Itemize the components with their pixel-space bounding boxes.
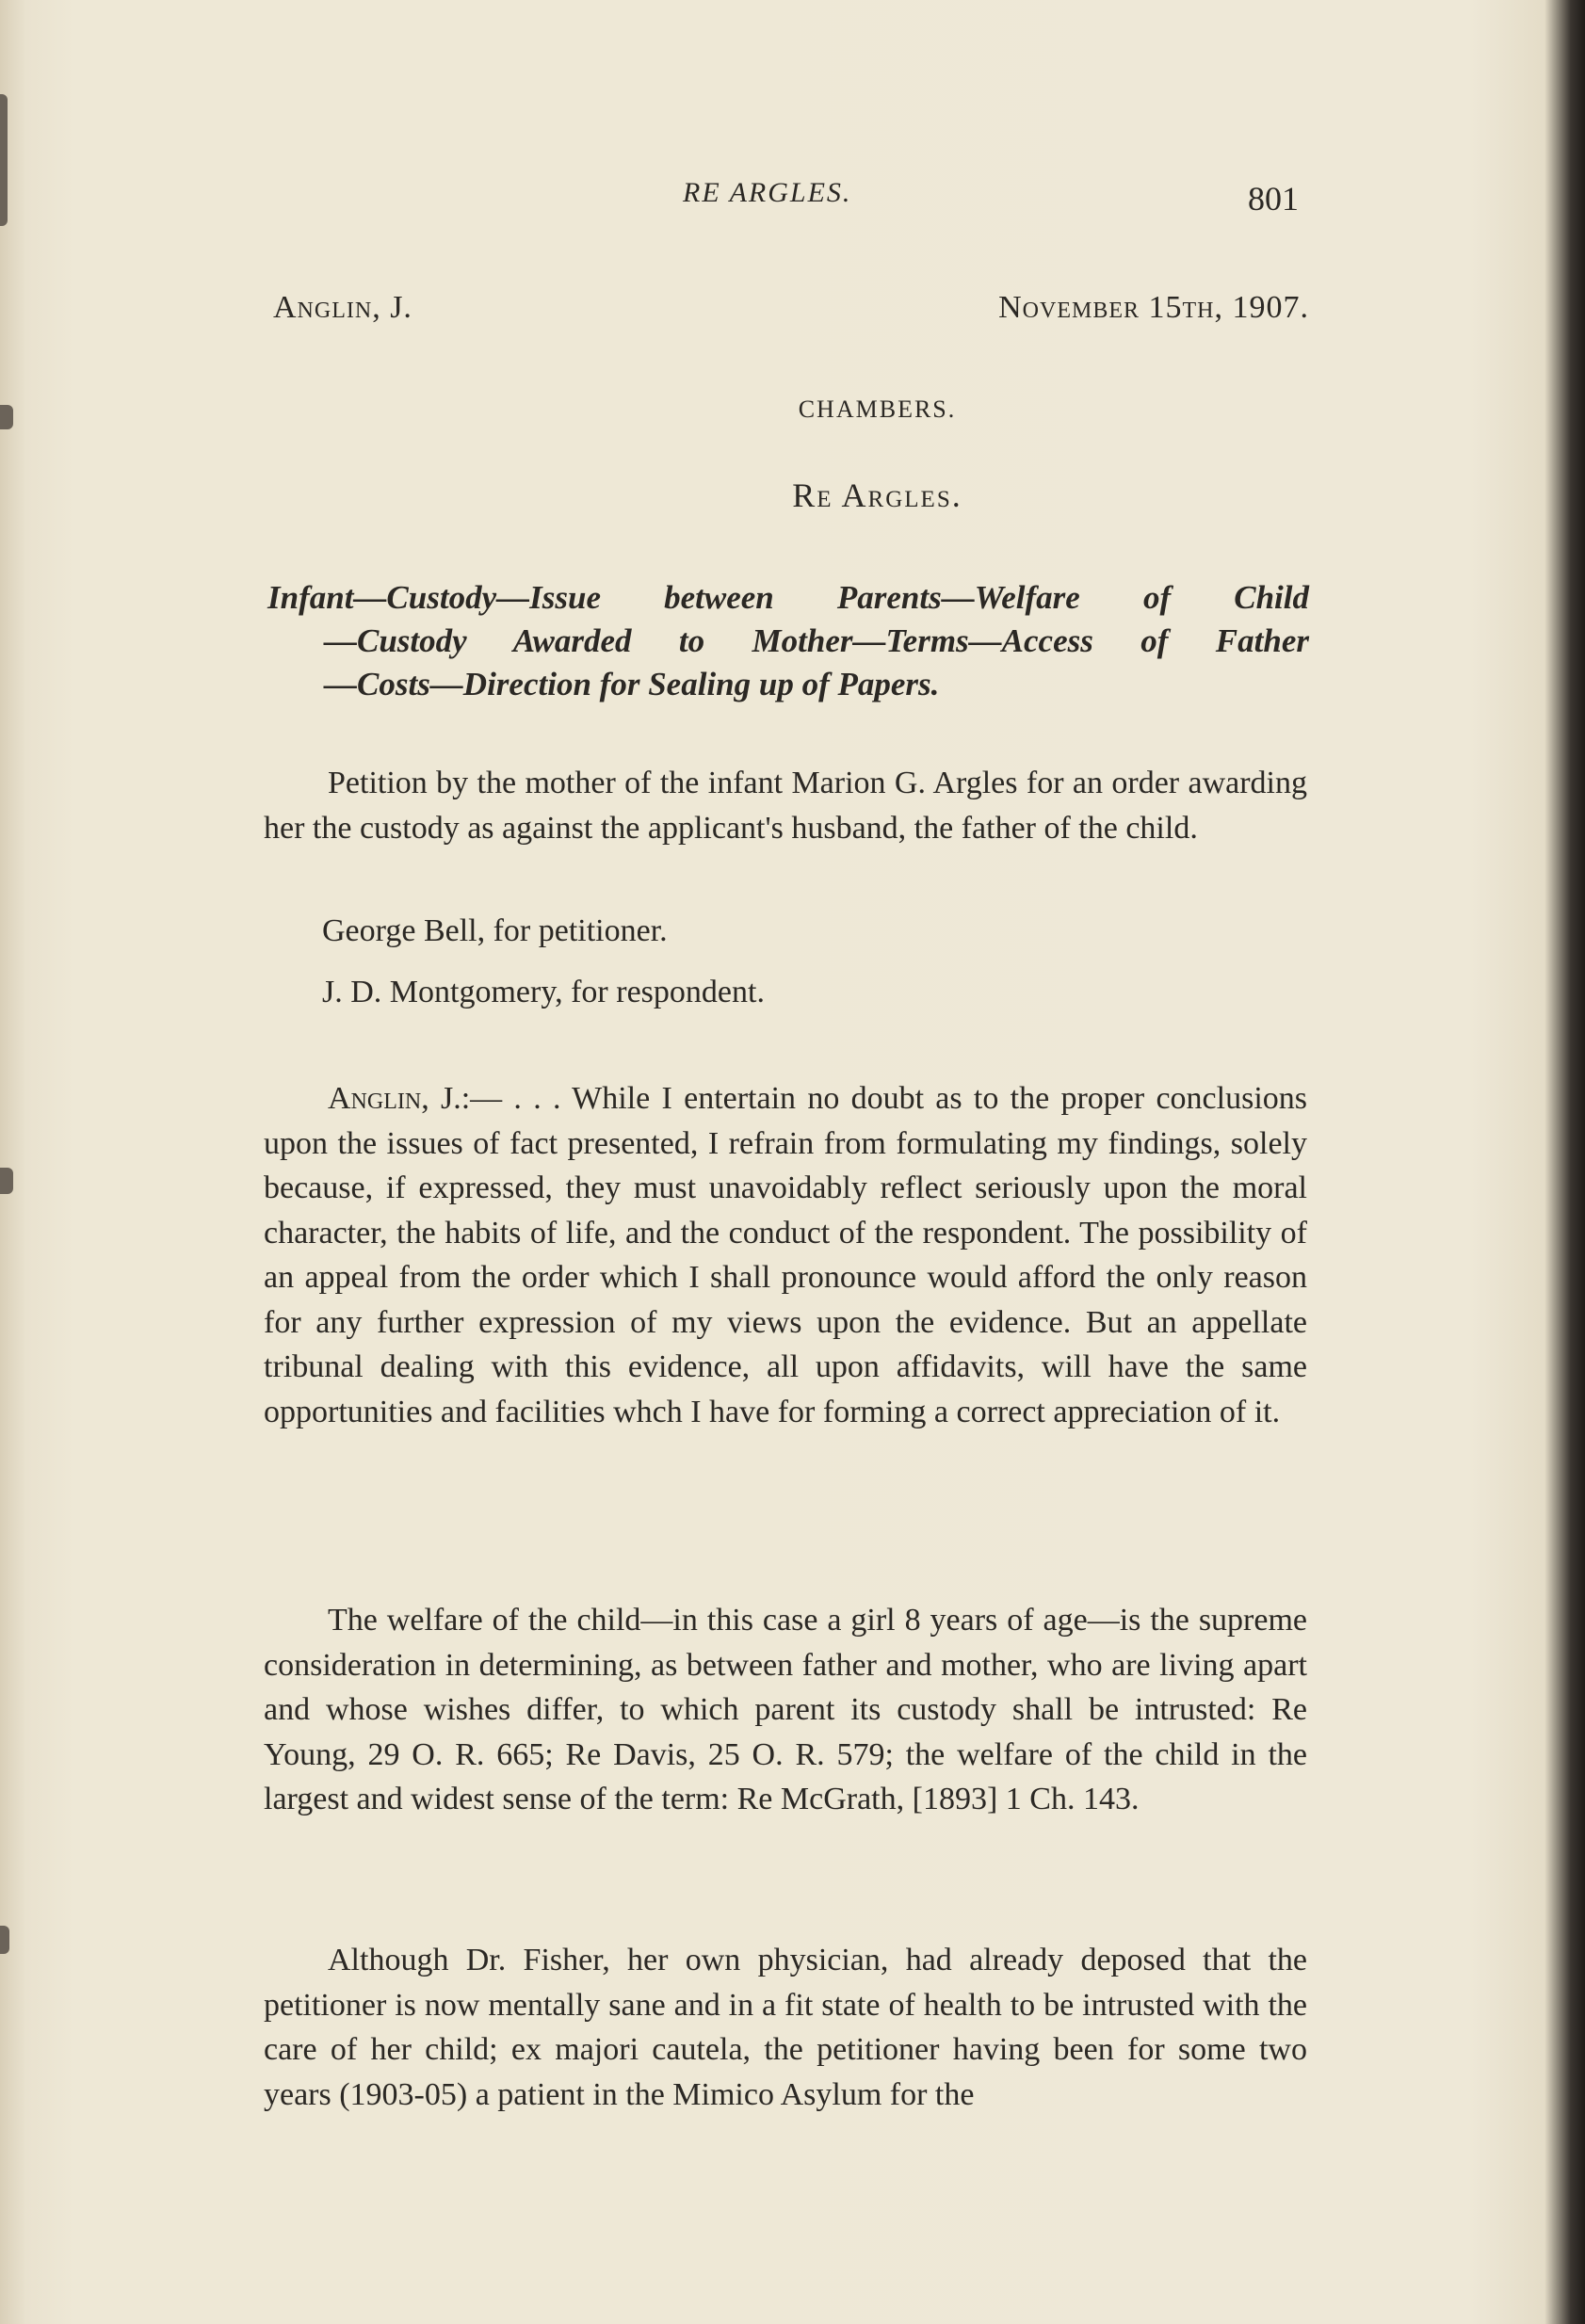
judgment-paragraph-3 bbox=[264, 1938, 1307, 2117]
counsel-respondent: J. D. Montgomery, for respondent. bbox=[322, 975, 765, 1009]
court-heading bbox=[0, 395, 1585, 424]
petition-text: Petition by the mother of the infant Marion G. Argles for an order awarding her the custody as against the applicant's husband, the father of the child. bbox=[264, 766, 1307, 846]
headnote-line-2: —Custody Awarded to Mother—Terms—Access of Father bbox=[324, 622, 1309, 659]
binding-mark bbox=[0, 94, 8, 226]
counsel-petitioner: George Bell, for petitioner. bbox=[322, 913, 668, 948]
judgment-text-2: The welfare of the child—in this case a girl 8 years of age—is the supreme consideration in determining, as between father and mother, who are living apart and whose wishes differ, to which parent its custody shall be intrusted: Re Young, 29 O. R. 665; Re Davis, 25 O. R. 579; the welfare of the child in the largest and widest sense of the term: Re McGrath, [1893] 1 Ch. 143. bbox=[264, 1603, 1307, 1816]
judgment-paragraph-2 bbox=[264, 1598, 1307, 1822]
headnote-line-1: Infant—Custody—Issue between Parents—Welfare of Child bbox=[267, 579, 1309, 616]
headnote bbox=[267, 576, 1309, 706]
judgment-paragraph-1 bbox=[264, 1076, 1307, 1434]
case-title-text: Re Argles. bbox=[792, 476, 962, 514]
binding-mark bbox=[0, 1168, 13, 1194]
judge-name: Anglin, J. bbox=[273, 290, 412, 325]
court-name: CHAMBERS. bbox=[798, 395, 957, 423]
judgment-lead: Anglin, J.:— . . . bbox=[328, 1081, 561, 1116]
judgment-text-3: Although Dr. Fisher, her own physician, had already deposed that the petitioner is now mentally sane and in a fit state of health to be intrusted with the care of her child; ex majori cautela, the petitioner having been for some two years (1903-05) a patient in the Mimico Asylum for the bbox=[264, 1943, 1307, 2112]
binding-mark bbox=[0, 1926, 9, 1954]
judgment-text-1: While I entertain no doubt as to the proper conclusions upon the issues of fact presented, I refrain from formulating my findings, solely because, if expressed, they must unavoidably reflect seriously upon the moral character, the habits of life, and the conduct of the respondent. The possibility of an appeal from the order which I shall pronounce would afford the only reason for any further expression of my views upon the evidence. But an appellate tribunal dealing with this evidence, all upon affidavits, will have the same opportunities and facilities whch I have for forming a correct appreciation of it. bbox=[264, 1081, 1307, 1429]
headnote-line-3: —Costs—Direction for Sealing up of Papers. bbox=[324, 666, 940, 702]
petition-paragraph bbox=[264, 761, 1307, 850]
page-number: 801 bbox=[1248, 180, 1299, 218]
running-head: RE ARGLES. bbox=[683, 177, 852, 208]
case-title bbox=[0, 476, 1585, 515]
decision-date: November 15th, 1907. bbox=[998, 290, 1309, 325]
